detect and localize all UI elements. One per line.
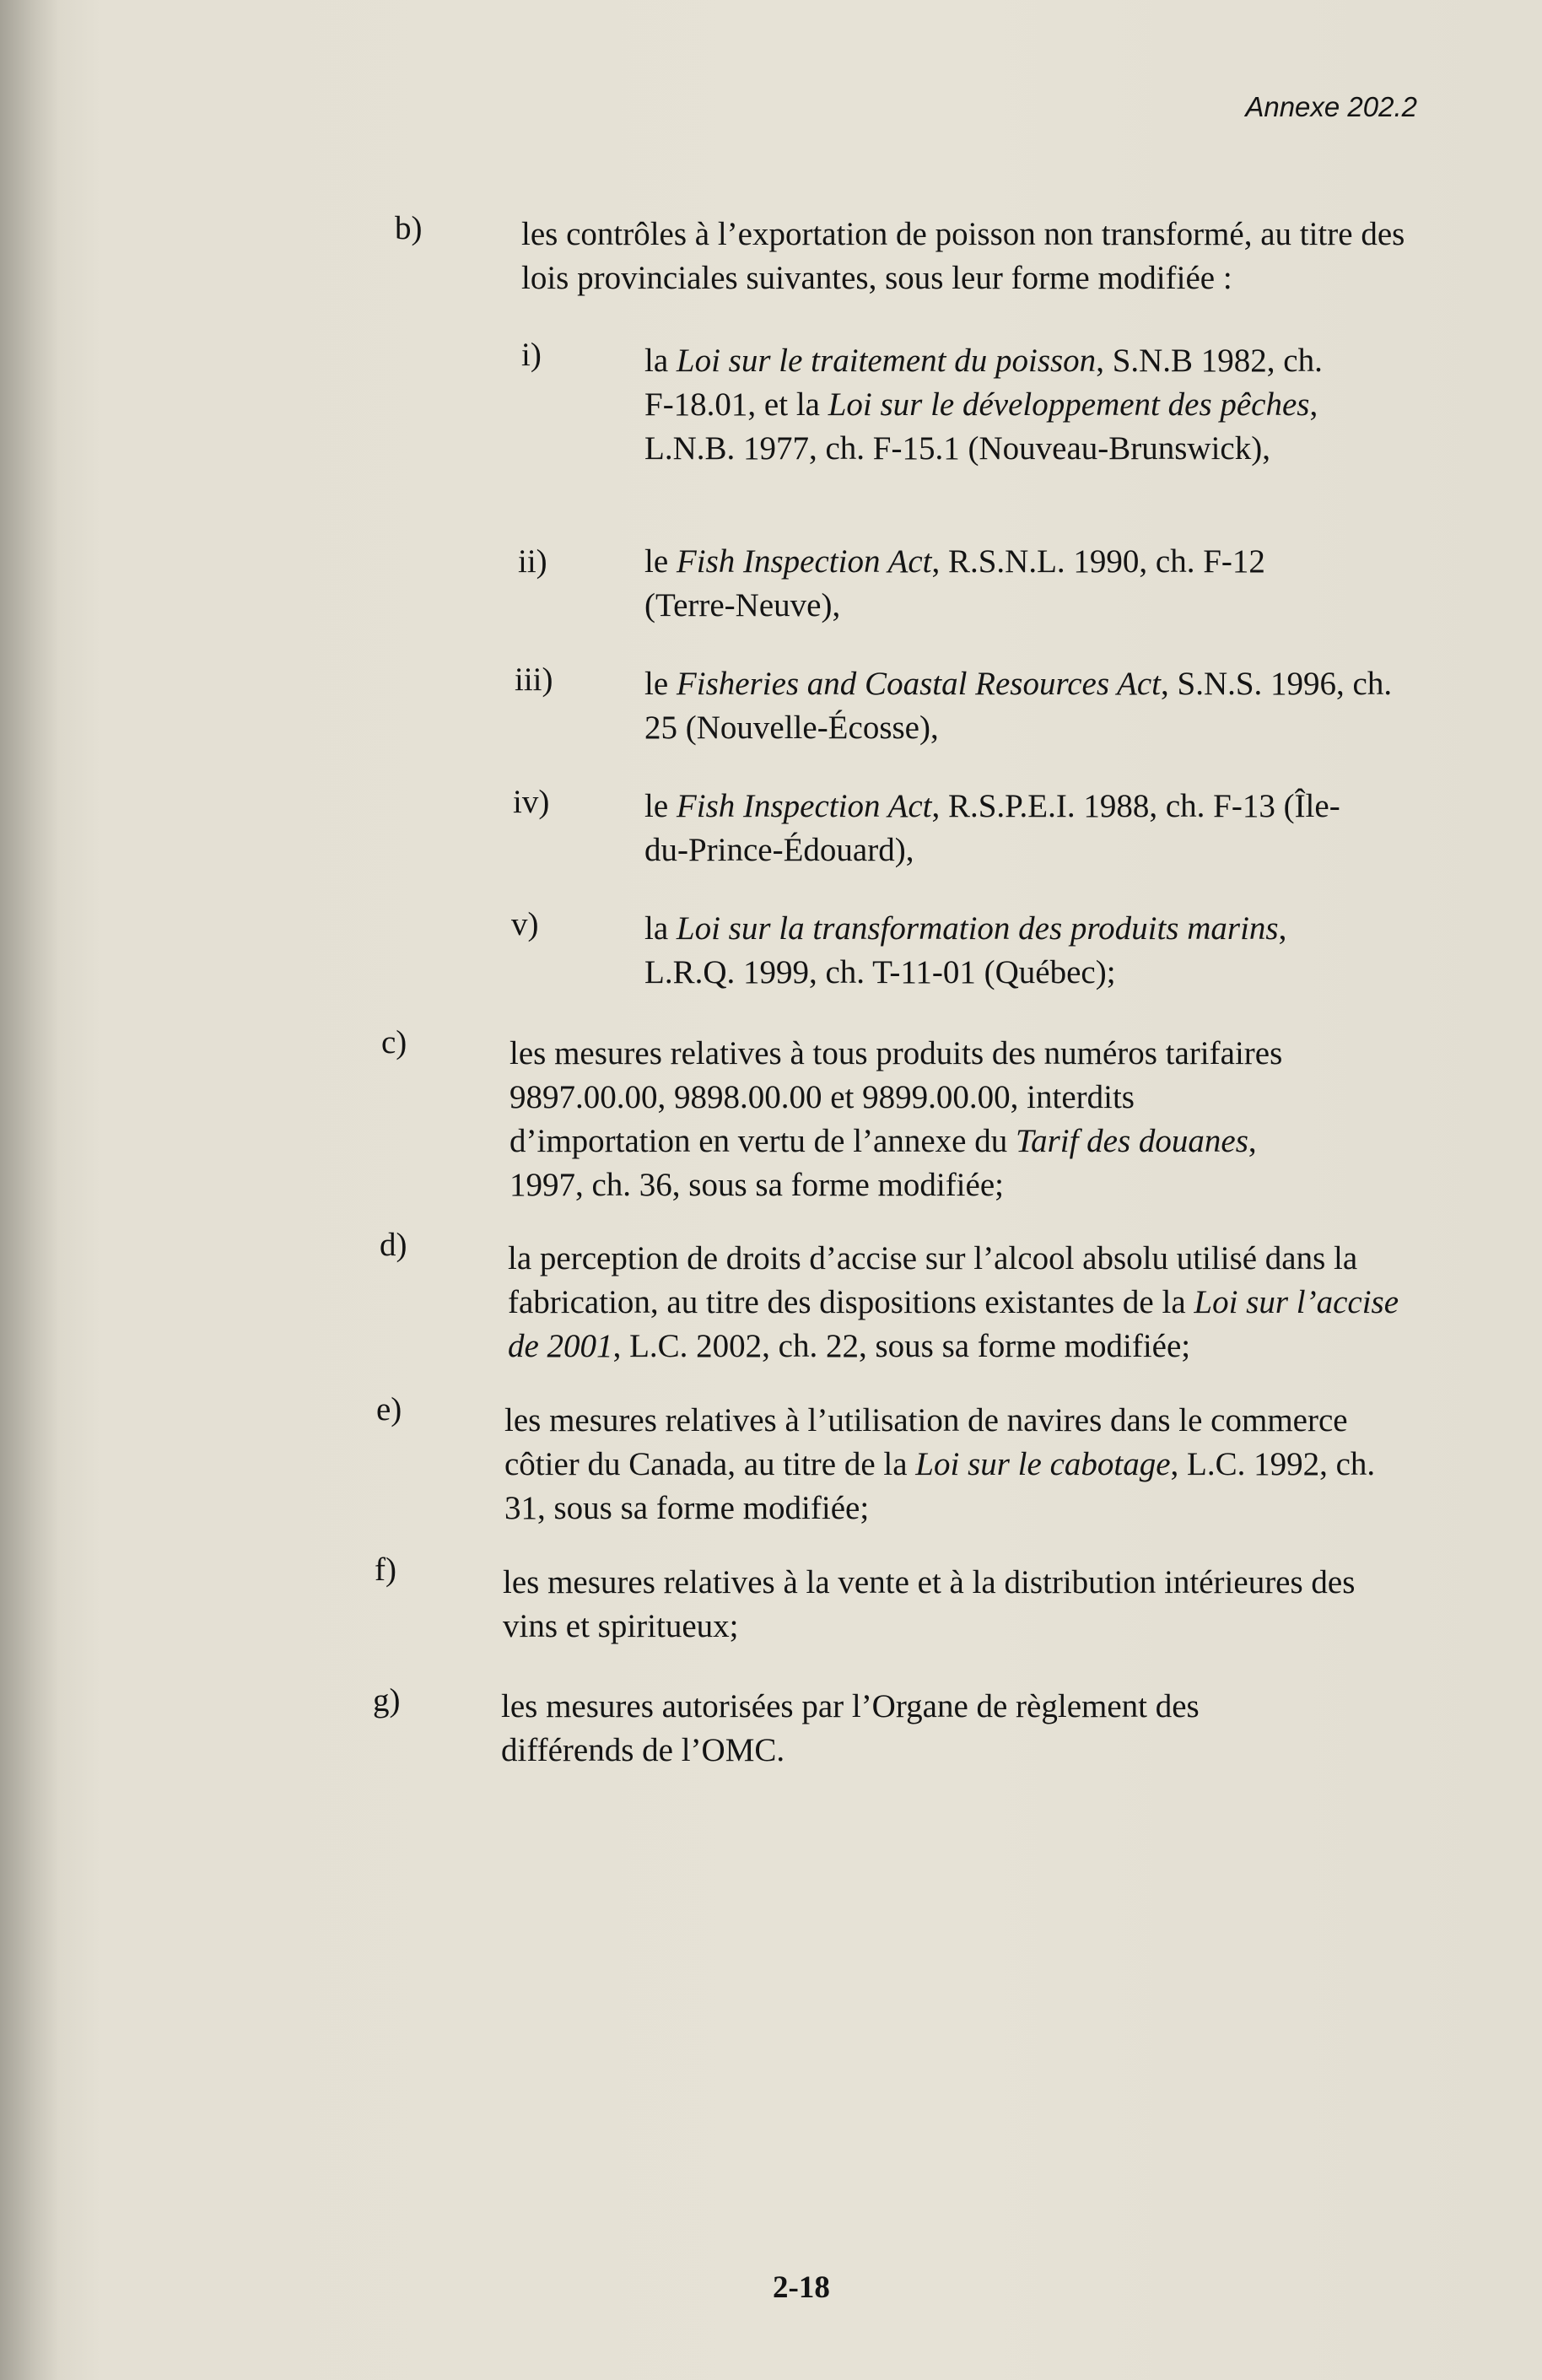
item-f-label: f) [375,1552,396,1588]
subitem-v-text: la Loi sur la transformation des produits marins, L.R.Q. 1999, ch. T-11-01 (Québec); [644,910,1287,990]
subitem-iii-text: le Fisheries and Coastal Resources Act, S.N.S. 1996, ch. 25 (Nouvelle-Écosse), [644,666,1393,746]
item-e-label: e) [376,1391,402,1427]
item-f-text: les mesures relatives à la vente et à la distribution intérieures des vins et spiritueux; [503,1564,1356,1644]
binding-shadow [0,0,59,2380]
item-b-text: les contrôles à l’exportation de poisson non transformé, au titre des lois provinciales suivantes, sous leur forme modifiée : [521,216,1405,296]
item-c-text: les mesures relatives à tous produits des numéros tarifaires 9897.00.00, 9898.00.00 et 9899.00.00, interdits d’importation en vertu de l’annexe du Tarif des douanes, 1997, ch. 36, sous sa forme modifiée; [510,1035,1283,1203]
subitem-ii-text: le Fish Inspection Act, R.S.N.L. 1990, ch. F-12 (Terre-Neuve), [644,543,1265,623]
subitem-v-label: v) [511,906,539,942]
page-number: 2-18 [773,2270,830,2305]
item-d-label: d) [380,1227,407,1263]
subitem-iv-label: iv) [513,784,550,820]
item-d-text: la perception de droits d’accise sur l’alcool absolu utilisé dans la fabrication, au titre des dispositions existantes de la Loi sur l’accise de 2001, L.C. 2002, ch. 22, sous sa forme modifiée; [508,1240,1399,1364]
subitem-i-text: la Loi sur le traitement du poisson, S.N.B 1982, ch. F-18.01, et la Loi sur le développement des pêches, L.N.B. 1977, ch. F-15.1 (Nouveau-Brunswick), [644,343,1323,467]
item-g-text: les mesures autorisées par l’Organe de règlement des différends de l’OMC. [501,1688,1200,1768]
subitem-i-label: i) [521,337,542,373]
item-b-label: b) [395,210,423,246]
item-g-label: g) [373,1682,401,1719]
subitem-ii-label: ii) [518,543,547,580]
item-e-text: les mesures relatives à l’utilisation de navires dans le commerce côtier du Canada, au titre de la Loi sur le cabotage, L.C. 1992, ch. 31, sous sa forme modifiée; [504,1402,1376,1526]
subitem-iv-text: le Fish Inspection Act, R.S.P.E.I. 1988, ch. F-13 (Île-du-Prince-Édouard), [644,788,1340,868]
page-header: Annexe 202.2 [1245,91,1417,122]
subitem-iii-label: iii) [515,661,553,698]
item-c-label: c) [381,1024,407,1060]
